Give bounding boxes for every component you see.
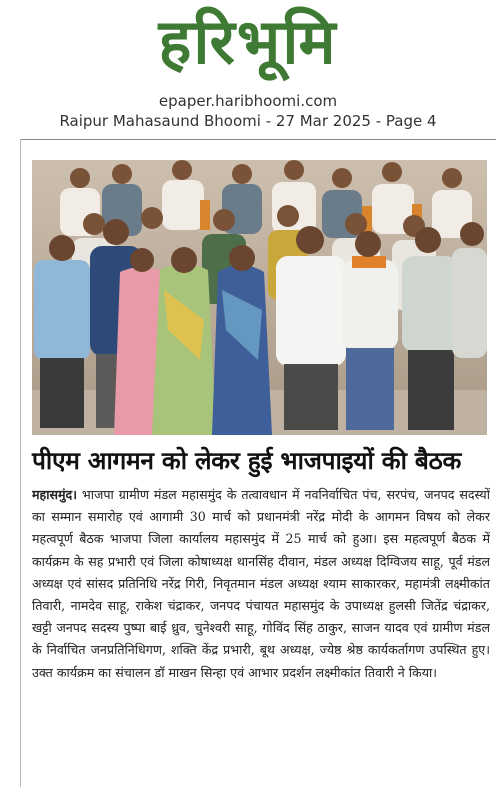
column-divider [20,139,21,787]
group-photo [32,160,487,435]
article-body [32,484,490,787]
edition-line: Raipur Mahasaund Bhoomi - 27 Mar 2025 - Page 4 [59,112,437,130]
newspaper-logo: हरिभूमि [158,5,338,78]
article-headline: पीएम आगमन को लेकर हुई भाजपाइयों की बैठक [32,446,461,475]
masthead [0,0,496,140]
epaper-url[interactable]: epaper.haribhoomi.com [158,92,338,110]
article-dateline: महासमुंद। [32,487,77,502]
article-text: भाजपा ग्रामीण मंडल महासमुंद के तत्वावधान में नवनिर्वाचित पंच, सरपंच, जनपद सदस्यों का सम्मान समारोह एवं आगामी 30 मार्च को प्रधानमंत्री नरेंद्र मोदी के आगमन विषय को लेकर महत्वपूर्ण बैठक भाजपा जिला कार्यालय महासमुंद में 25 मार्च को हुआ। इस महत्वपूर्ण बैठक में कार्यक्रम के सह प्रभारी एवं जिला कोषाध्यक्ष थानसिंह दीवान, मंडल अध्यक्ष दिग्विजय साहू, पूर्व मंडल अध्यक्ष एवं सांसद प्रतिनिधि नरेंद्र गिरी, निवृतमान मंडल अध्यक्ष श्याम साकारकर, महामंत्री लक्ष्मीकांत तिवारी, नामदेव साहू, राकेश चंद्राकर, जनपद पंचायत महासमुंद के उपाध्यक्ष हुलसी जितेंद्र चंद्राकर, खट्टी जनपद सदस्य पुष्पा बाई ध्रुव, चुनेश्वरी साहू, गोविंद सिंह ठाकुर, साजन यादव एवं ग्रामीण मंडल के निर्वाचित जनप्रतिनिधिगण, शक्ति केंद्र प्रभारी, बूथ अध्यक्ष, ज्येष्ठ श्रेष्ठ कार्यकर्तागण उपस्थित हुए। उक्त कार्यक्रम का संचालन डॉ माखन सिन्हा एवं आभार प्रदर्शन लक्ष्मीकांत तिवारी ने किया। [32,487,490,680]
header-divider [20,139,496,140]
